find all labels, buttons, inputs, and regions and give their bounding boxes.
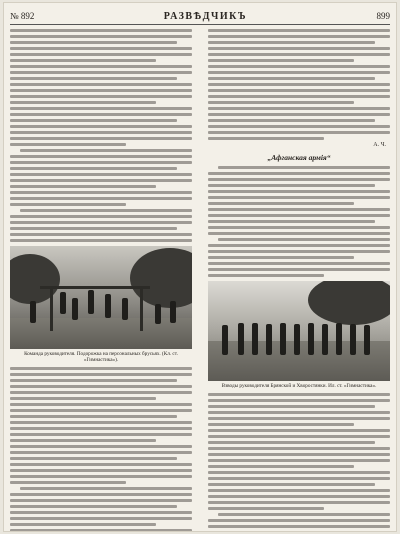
soldiers-photo bbox=[208, 281, 390, 381]
left-text-block-top bbox=[10, 29, 192, 242]
right-text-block-middle bbox=[208, 166, 390, 277]
issue-number: № 892 bbox=[10, 11, 35, 21]
right-photo-caption: Взводы руководителя Брянской и Хворостянки. Ил. ст. «Гимнастика». bbox=[221, 383, 377, 389]
article-signoff: А. Ч. bbox=[373, 142, 386, 148]
left-text-block-bottom bbox=[10, 367, 192, 531]
right-text-block-top bbox=[208, 29, 390, 140]
publication-title: РАЗВѢДЧИКЪ bbox=[163, 10, 248, 22]
left-photo-caption: Команда руководителя. Подорожка на персональных брусьях. (Кл. ст. «Гимнастика»). bbox=[24, 351, 178, 363]
section-title: „Афганская армія“ bbox=[267, 153, 331, 162]
header-rule bbox=[10, 24, 390, 25]
page-number: 899 bbox=[376, 11, 390, 21]
left-column bbox=[10, 29, 192, 531]
right-column bbox=[208, 29, 390, 531]
page-header bbox=[10, 9, 390, 23]
right-text-block-bottom bbox=[208, 393, 390, 531]
newspaper-page bbox=[4, 3, 396, 531]
gymnastics-photo bbox=[10, 246, 192, 349]
